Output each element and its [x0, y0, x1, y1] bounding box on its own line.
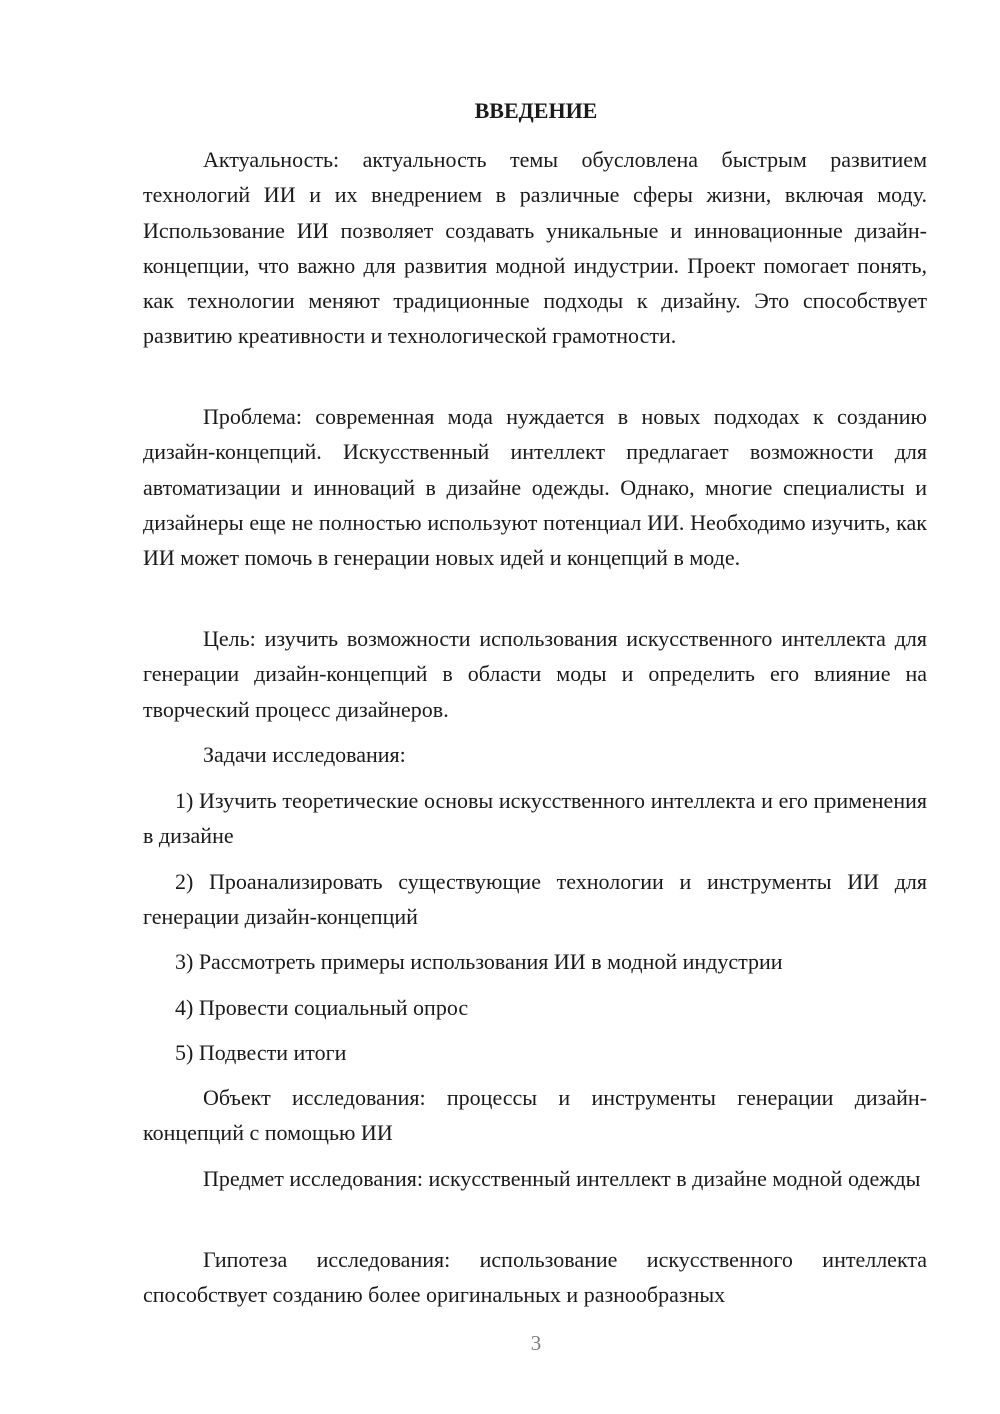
paragraph-subject: Предмет исследования: искусственный интеллект в дизайне модной одежды	[203, 1166, 921, 1191]
paragraph-tasks-intro: Задачи исследования:	[203, 742, 406, 767]
paragraph-problem: Проблема: современная мода нуждается в новых подходах к созданию дизайн-концепций. Искусственный интеллект предлагает возможности для автоматизации и инноваций в дизайне одежды. Однако, многие специалисты и дизайнеры еще не полностью используют потенциал ИИ. Необходимо изучить, как ИИ может помочь в генерации новых идей и концепций в моде.	[143, 404, 927, 571]
page-number: 3	[530, 1331, 542, 1355]
paragraph-hypothesis: Гипотеза исследования: использование искусственного интеллекта способствует созданию более оригинальных и разнообразных	[143, 1247, 927, 1308]
task-item-1: 1) Изучить теоретические основы искусственного интеллекта и его применения в дизайне	[143, 788, 927, 849]
paragraph-relevance: Актуальность: актуальность темы обусловлена быстрым развитием технологий ИИ и их внедрением в различные сферы жизни, включая моду. Использование ИИ позволяет создавать уникальные и инновационные дизайн-концепции, что важно для развития модной индустрии. Проект помогает понять, как технологии меняют традиционные подходы к дизайну. Это способствует развитию креативности и технологической грамотности.	[143, 147, 927, 349]
task-item-5: 5) Подвести итоги	[175, 1040, 347, 1065]
section-heading: ВВЕДЕНИЕ	[474, 98, 598, 123]
task-item-4: 4) Провести социальный опрос	[175, 995, 469, 1020]
task-item-3: 3) Рассмотреть примеры использования ИИ в модной индустрии	[175, 949, 783, 974]
paragraph-goal: Цель: изучить возможности использования искусственного интеллекта для генерации дизайн-концепций в области моды и определить его влияние на творческий процесс дизайнеров.	[143, 626, 927, 722]
task-item-2: 2) Проанализировать существующие технологии и инструменты ИИ для генерации дизайн-концепций	[143, 869, 927, 930]
paragraph-object: Объект исследования: процессы и инструменты генерации дизайн-концепций с помощью ИИ	[143, 1085, 927, 1146]
